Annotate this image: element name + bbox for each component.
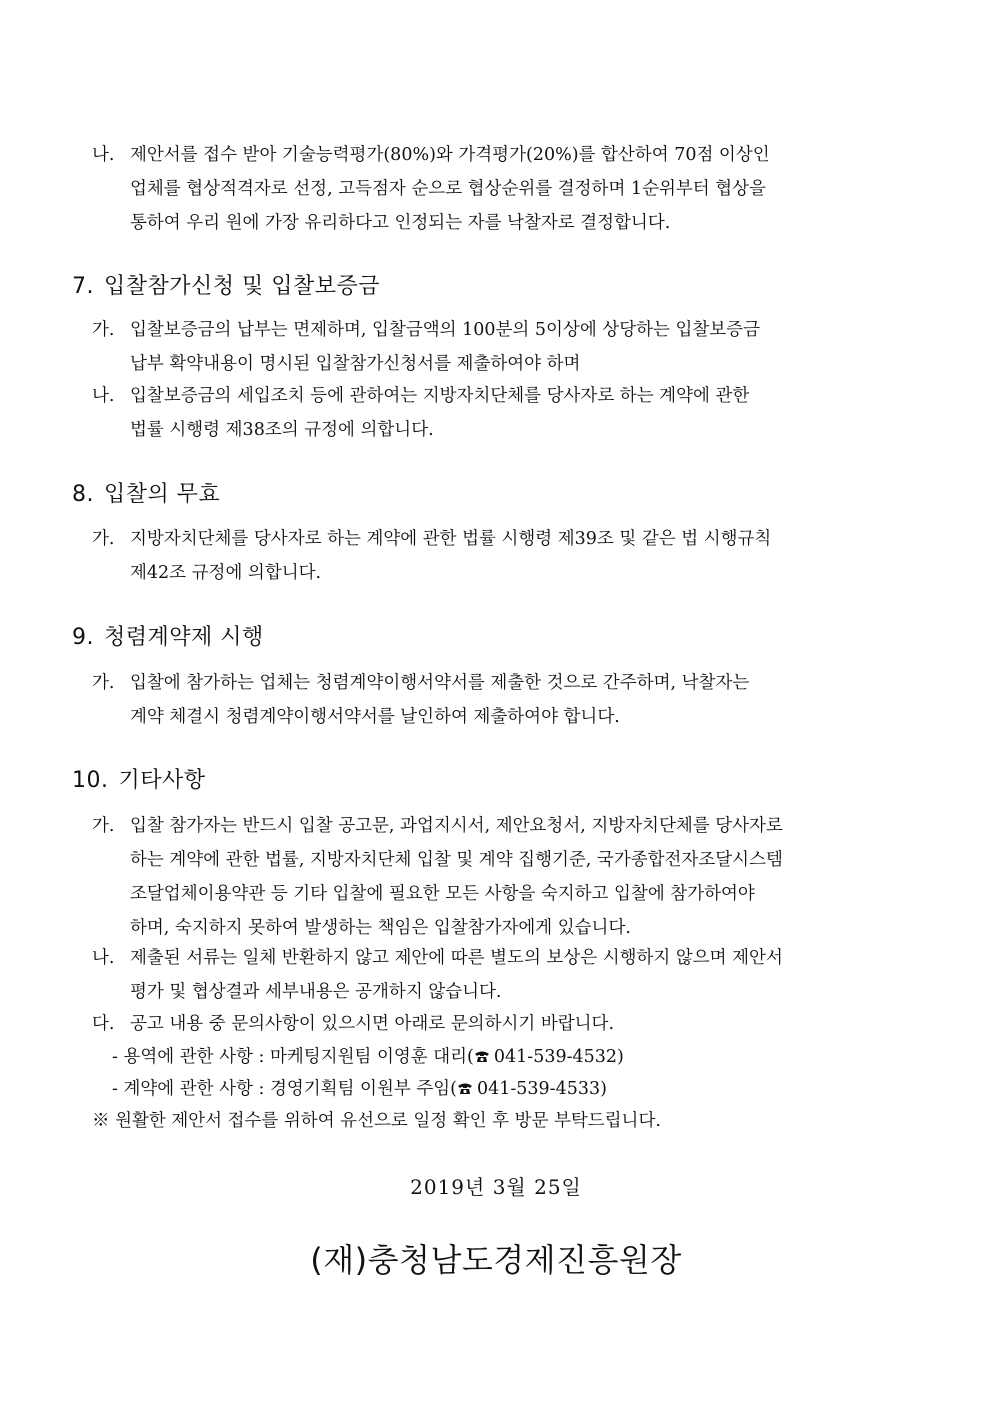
item-body [130, 1007, 922, 1041]
item-line: 제출된 서류는 일체 반환하지 않고 제안에 따른 별도의 보상은 시행하지 않으며 제안서 [130, 948, 783, 968]
item-marker: 가. [92, 673, 115, 693]
contact-text: - 계약에 관한 사항 : 경영기획팀 이원부 주임( [112, 1079, 457, 1099]
item-line: 입찰보증금의 납부는 면제하며, 입찰금액의 100분의 5이상에 상당하는 입찰보증금 [130, 320, 760, 340]
item-body [130, 379, 922, 447]
item-body [130, 138, 922, 240]
item-marker: 나. [92, 948, 115, 968]
contact-service [112, 1041, 624, 1073]
document-date: 2019년 3월 25일 [410, 1175, 582, 1199]
telephone-icon [457, 1081, 473, 1095]
contact-contract [112, 1073, 607, 1105]
item-line: 납부 확약내용이 명시된 입찰참가신청서를 제출하여야 하며 [130, 354, 581, 374]
item-line: 하며, 숙지하지 못하여 발생하는 책임은 입찰참가자에게 있습니다. [130, 918, 631, 938]
item-line: 계약 체결시 청렴계약이행서약서를 날인하여 제출하여야 합니다. [130, 707, 620, 727]
item-line: 통하여 우리 원에 가장 유리하다고 인정되는 자를 낙찰자로 결정합니다. [130, 213, 671, 233]
section-7-item-na [92, 379, 922, 447]
section-title: 입찰참가신청 및 입찰보증금 [104, 274, 381, 299]
contact-phone: 041-539-4533) [476, 1079, 607, 1099]
section-heading-9 [72, 623, 264, 653]
item-body [130, 809, 922, 945]
top-item [92, 138, 922, 240]
item-marker: 나. [92, 145, 115, 165]
item-line: 공고 내용 중 문의사항이 있으시면 아래로 문의하시기 바랍니다. [130, 1014, 615, 1034]
section-10-item-da [92, 1007, 922, 1041]
telephone-icon [474, 1049, 490, 1063]
section-10-item-ga [92, 809, 922, 945]
section-heading-8 [72, 480, 220, 510]
section-number: 7. [72, 274, 94, 299]
item-line: 조달업체이용약관 등 기타 입찰에 필요한 모든 사항을 숙지하고 입찰에 참가하여야 [130, 884, 755, 904]
item-line: 평가 및 협상결과 세부내용은 공개하지 않습니다. [130, 982, 502, 1002]
contact-text: - 용역에 관한 사항 : 마케팅지원팀 이영훈 대리( [112, 1047, 474, 1067]
item-marker: 가. [92, 816, 115, 836]
item-line: 지방자치단체를 당사자로 하는 계약에 관한 법률 시행령 제39조 및 같은 법 시행규칙 [130, 529, 772, 549]
issuer-signature: (재)충청남도경제진흥원장 [310, 1241, 682, 1279]
section-title: 청렴계약제 시행 [104, 625, 264, 650]
item-line: 업체를 협상적격자로 선정, 고득점자 순으로 협상순위를 결정하며 1순위부터 협상을 [130, 179, 766, 199]
section-9-item-ga [92, 666, 922, 734]
item-marker: 가. [92, 529, 115, 549]
visit-note: ※ 원활한 제안서 접수를 위하여 유선으로 일정 확인 후 방문 부탁드립니다. [92, 1111, 661, 1131]
section-title: 입찰의 무효 [104, 482, 221, 507]
item-line: 제42조 규정에 의합니다. [130, 563, 322, 583]
section-10-item-na [92, 941, 922, 1009]
item-body [130, 522, 922, 590]
section-number: 9. [72, 625, 94, 650]
contact-phone: 041-539-4532) [493, 1047, 624, 1067]
section-number: 8. [72, 482, 94, 507]
item-marker: 다. [92, 1014, 115, 1034]
section-8-item-ga [92, 522, 922, 590]
item-line: 입찰보증금의 세입조치 등에 관하여는 지방자치단체를 당사자로 하는 계약에 관한 [130, 386, 750, 406]
item-marker: 나. [92, 386, 115, 406]
item-body [130, 941, 922, 1009]
item-line: 제안서를 접수 받아 기술능력평가(80%)와 가격평가(20%)를 합산하여 70점 이상인 [130, 145, 770, 165]
section-heading-10 [72, 766, 206, 796]
item-line: 법률 시행령 제38조의 규정에 의합니다. [130, 420, 434, 440]
section-title: 기타사항 [118, 768, 206, 793]
item-line: 하는 계약에 관한 법률, 지방자치단체 입찰 및 계약 집행기준, 국가종합전자조달시스템 [130, 850, 783, 870]
section-heading-7 [72, 272, 380, 302]
section-number: 10. [72, 768, 109, 793]
item-line: 입찰 참가자는 반드시 입찰 공고문, 과업지시서, 제안요청서, 지방자치단체를 당사자로 [130, 816, 783, 836]
item-body [130, 666, 922, 734]
item-line: 입찰에 참가하는 업체는 청렴계약이행서약서를 제출한 것으로 간주하며, 낙찰자는 [130, 673, 750, 693]
item-body [130, 313, 922, 381]
item-marker: 가. [92, 320, 115, 340]
section-7-item-ga [92, 313, 922, 381]
